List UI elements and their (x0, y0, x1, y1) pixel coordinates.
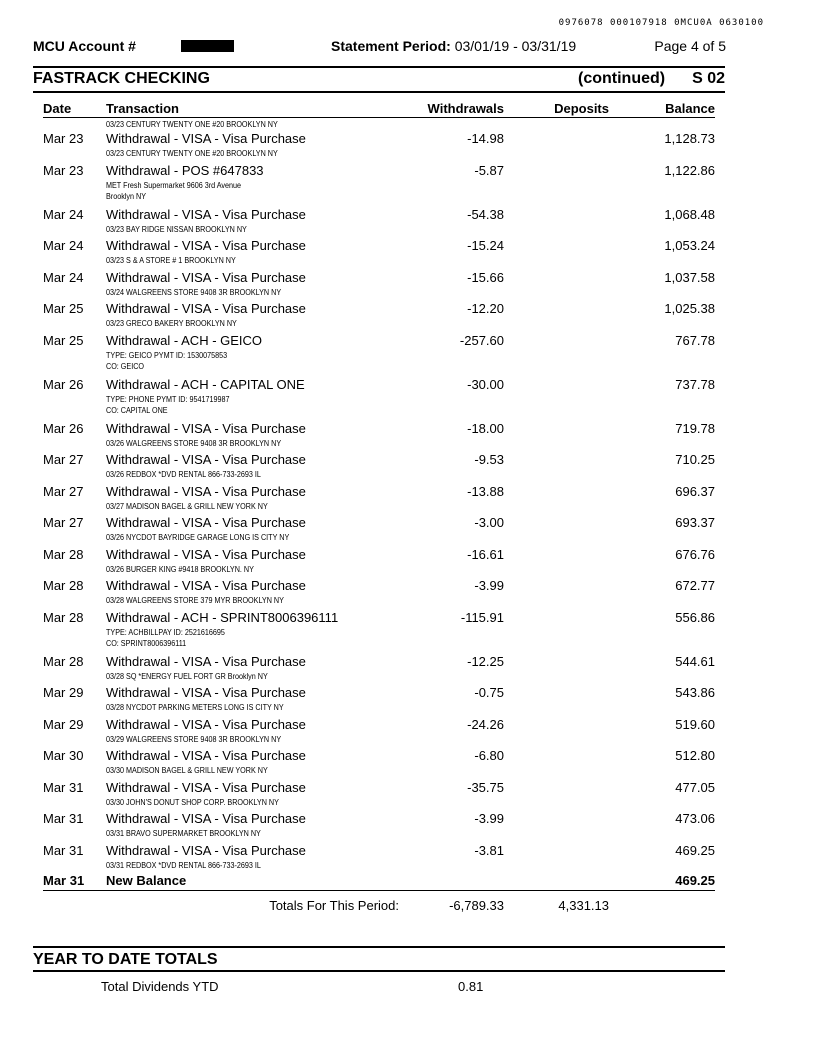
new-balance-label: New Balance (106, 873, 187, 888)
transaction-date: Mar 23 (43, 162, 84, 178)
section-top-rule (33, 66, 725, 68)
section-continued: (continued) (578, 70, 666, 87)
transaction-balance: 693.37 (675, 515, 715, 530)
ocr-code-line: 0976078 000107918 0MCU0A 0630100 (558, 18, 764, 28)
transaction-withdrawal: -13.88 (467, 483, 504, 499)
transaction-date: Mar 31 (43, 842, 84, 858)
section-title: FASTRACK CHECKING (33, 70, 210, 87)
transaction-detail: 03/26 REDBOX *DVD RENTAL 866-733-2693 IL (106, 470, 261, 479)
transaction-description: Withdrawal - VISA - Visa Purchase (106, 515, 306, 530)
transaction-balance: 519.60 (675, 716, 715, 732)
totals-withdrawals: -6,789.33 (449, 898, 504, 913)
transaction-withdrawal: -12.25 (467, 653, 504, 669)
transaction-description: Withdrawal - VISA - Visa Purchase (106, 452, 306, 467)
col-date: Date (43, 101, 72, 116)
transaction-withdrawal: -3.81 (474, 842, 504, 858)
transaction-withdrawal: -3.99 (474, 811, 504, 826)
transaction-balance: 710.25 (675, 452, 715, 467)
transaction-detail: 03/26 WALGREENS STORE 9408 3R BROOKLYN NY (106, 438, 282, 448)
transaction-withdrawal: -30.00 (467, 376, 504, 392)
transaction-balance: 1,037.58 (664, 269, 715, 285)
transaction-description: Withdrawal - VISA - Visa Purchase (106, 811, 306, 826)
new-balance-rule (43, 890, 715, 891)
transaction-detail: 03/23 CENTURY TWENTY ONE #20 BROOKLYN NY (106, 149, 278, 158)
ytd-dividends-label: Total Dividends YTD (101, 979, 219, 994)
col-deposits: Deposits (554, 101, 609, 116)
transaction-withdrawal: -5.87 (474, 162, 504, 178)
ytd-top-rule (33, 946, 725, 948)
transaction-date: Mar 24 (43, 269, 84, 285)
transaction-date: Mar 28 (43, 653, 84, 669)
transaction-detail: CO: SPRINT8006396111 (106, 638, 187, 648)
transaction-withdrawal: -24.26 (467, 716, 504, 732)
transaction-balance: 1,122.86 (664, 162, 715, 178)
transaction-date: Mar 28 (43, 578, 84, 593)
section-bottom-rule (33, 91, 725, 93)
transaction-date: Mar 27 (43, 483, 84, 499)
transaction-balance: 719.78 (675, 420, 715, 436)
transaction-withdrawal: -115.91 (460, 609, 504, 625)
period-label: Statement Period: (331, 38, 451, 54)
transaction-balance: 1,025.38 (664, 301, 715, 316)
transaction-withdrawal: -12.20 (467, 301, 504, 316)
page-number: Page 4 of 5 (654, 38, 726, 54)
transaction-date: Mar 29 (43, 685, 84, 700)
transaction-date: Mar 24 (43, 206, 84, 222)
transaction-balance: 767.78 (675, 332, 715, 348)
transaction-description: Withdrawal - VISA - Visa Purchase (106, 420, 306, 436)
transaction-description: Withdrawal - POS #647833 (106, 162, 264, 178)
transaction-detail: 03/31 BRAVO SUPERMARKET BROOKLYN NY (106, 829, 261, 838)
transaction-date: Mar 24 (43, 238, 84, 253)
transaction-withdrawal: -14.98 (467, 131, 504, 146)
transaction-balance: 556.86 (675, 609, 715, 625)
col-withdrawals: Withdrawals (427, 101, 504, 116)
transaction-withdrawal: -0.75 (474, 685, 504, 700)
transaction-date: Mar 25 (43, 332, 84, 348)
transaction-detail: 03/24 WALGREENS STORE 9408 3R BROOKLYN NY (106, 287, 282, 297)
transaction-description: Withdrawal - VISA - Visa Purchase (106, 653, 306, 669)
transaction-balance: 1,053.24 (664, 238, 715, 253)
totals-label: Totals For This Period: (269, 898, 399, 913)
transaction-withdrawal: -9.53 (474, 452, 504, 467)
transaction-balance: 1,068.48 (664, 206, 715, 222)
ytd-dividends-value: 0.81 (458, 979, 484, 994)
transaction-detail: Brooklyn NY (106, 191, 147, 201)
transaction-date: Mar 28 (43, 546, 84, 562)
transaction-withdrawal: -16.61 (467, 546, 504, 562)
transaction-date: Mar 26 (43, 376, 84, 392)
transaction-description: Withdrawal - ACH - GEICO (106, 332, 263, 348)
transaction-date: Mar 31 (43, 779, 84, 795)
ytd-title: YEAR TO DATE TOTALS (33, 951, 218, 968)
transaction-detail: 03/28 SQ *ENERGY FUEL FORT GR Brooklyn NY (106, 671, 268, 681)
transaction-balance: 473.06 (675, 811, 715, 826)
transaction-detail: 03/27 MADISON BAGEL & GRILL NEW YORK NY (106, 501, 268, 511)
transaction-detail: 03/23 S & A STORE # 1 BROOKLYN NY (106, 256, 236, 265)
transaction-withdrawal: -15.24 (467, 238, 504, 253)
transaction-balance: 544.61 (675, 653, 715, 669)
transaction-withdrawal: -54.38 (467, 206, 504, 222)
transaction-withdrawal: -18.00 (467, 420, 504, 436)
transaction-detail: 03/26 NYCDOT BAYRIDGE GARAGE LONG IS CITY NY (106, 533, 290, 542)
transaction-description: Withdrawal - VISA - Visa Purchase (106, 483, 306, 499)
transaction-detail: CO: GEICO (106, 361, 145, 371)
transaction-description: Withdrawal - VISA - Visa Purchase (106, 685, 306, 700)
carryover-detail: 03/23 CENTURY TWENTY ONE #20 BROOKLYN NY (106, 120, 278, 129)
statement-period (331, 38, 576, 54)
transaction-balance: 676.76 (675, 546, 715, 562)
transaction-withdrawal: -35.75 (467, 779, 504, 795)
transaction-detail: 03/29 WALGREENS STORE 9408 3R BROOKLYN NY (106, 734, 282, 744)
transaction-balance: 477.05 (675, 779, 715, 795)
redacted-account-number (181, 40, 234, 52)
transaction-detail: MET Fresh Supermarket 9606 3rd Avenue (106, 180, 242, 190)
transaction-description: Withdrawal - VISA - Visa Purchase (106, 546, 306, 562)
transaction-detail: 03/23 BAY RIDGE NISSAN BROOKLYN NY (106, 224, 247, 234)
col-transaction: Transaction (106, 101, 179, 116)
transaction-description: Withdrawal - VISA - Visa Purchase (106, 716, 306, 732)
transaction-description: Withdrawal - ACH - CAPITAL ONE (106, 376, 305, 392)
transaction-withdrawal: -6.80 (474, 748, 504, 763)
transaction-withdrawal: -3.00 (474, 515, 504, 530)
transaction-withdrawal: -257.60 (459, 332, 504, 348)
transaction-date: Mar 27 (43, 452, 84, 467)
transaction-balance: 512.80 (675, 748, 715, 763)
transaction-detail: 03/23 GRECO BAKERY BROOKLYN NY (106, 319, 237, 328)
transaction-detail: 03/30 JOHN'S DONUT SHOP CORP. BROOKLYN NY (106, 797, 279, 807)
transaction-detail: 03/28 NYCDOT PARKING METERS LONG IS CITY NY (106, 703, 284, 712)
transaction-description: Withdrawal - VISA - Visa Purchase (106, 131, 306, 146)
column-header-rule (43, 117, 715, 118)
transaction-detail: CO: CAPITAL ONE (106, 405, 168, 415)
transaction-date: Mar 28 (43, 609, 84, 625)
transaction-description: Withdrawal - VISA - Visa Purchase (106, 301, 306, 316)
transaction-date: Mar 30 (43, 748, 84, 763)
transaction-balance: 737.78 (675, 376, 715, 392)
transaction-date: Mar 31 (43, 811, 84, 826)
transaction-withdrawal: -3.99 (474, 578, 504, 593)
transaction-detail: TYPE: GEICO PYMT ID: 1530075853 (106, 350, 228, 360)
transaction-date: Mar 25 (43, 301, 84, 316)
transaction-balance: 469.25 (675, 842, 715, 858)
transaction-date: Mar 27 (43, 515, 84, 530)
transaction-detail: 03/28 WALGREENS STORE 379 MYR BROOKLYN NY (106, 596, 284, 605)
transaction-date: Mar 26 (43, 420, 84, 436)
transaction-balance: 543.86 (675, 685, 715, 700)
transaction-description: Withdrawal - VISA - Visa Purchase (106, 842, 306, 858)
transaction-balance: 696.37 (675, 483, 715, 499)
period-value: 03/01/19 - 03/31/19 (454, 38, 577, 54)
transaction-description: Withdrawal - ACH - SPRINT8006396111 (106, 609, 339, 625)
new-balance-date: Mar 31 (43, 873, 85, 888)
section-code: S 02 (692, 70, 725, 87)
ytd-bottom-rule (33, 970, 725, 972)
transaction-description: Withdrawal - VISA - Visa Purchase (106, 779, 306, 795)
col-balance: Balance (665, 101, 715, 116)
transaction-description: Withdrawal - VISA - Visa Purchase (106, 269, 306, 285)
transaction-description: Withdrawal - VISA - Visa Purchase (106, 578, 306, 593)
transaction-description: Withdrawal - VISA - Visa Purchase (106, 748, 306, 763)
transaction-date: Mar 29 (43, 716, 84, 732)
transaction-detail: 03/26 BURGER KING #9418 BROOKLYN. NY (106, 564, 254, 574)
transaction-withdrawal: -15.66 (467, 269, 504, 285)
transaction-description: Withdrawal - VISA - Visa Purchase (106, 206, 306, 222)
transaction-detail: TYPE: ACHBILLPAY ID: 2521616695 (106, 627, 225, 637)
transaction-detail: TYPE: PHONE PYMT ID: 9541719987 (106, 394, 230, 404)
new-balance-amount: 469.25 (675, 873, 715, 888)
transaction-detail: 03/30 MADISON BAGEL & GRILL NEW YORK NY (106, 766, 268, 775)
transaction-detail: 03/31 REDBOX *DVD RENTAL 866-733-2693 IL (106, 860, 261, 870)
transaction-date: Mar 23 (43, 131, 84, 146)
transaction-description: Withdrawal - VISA - Visa Purchase (106, 238, 306, 253)
totals-deposits: 4,331.13 (558, 898, 609, 913)
account-label: MCU Account # (33, 38, 136, 54)
transaction-balance: 1,128.73 (664, 131, 715, 146)
transaction-balance: 672.77 (675, 578, 715, 593)
